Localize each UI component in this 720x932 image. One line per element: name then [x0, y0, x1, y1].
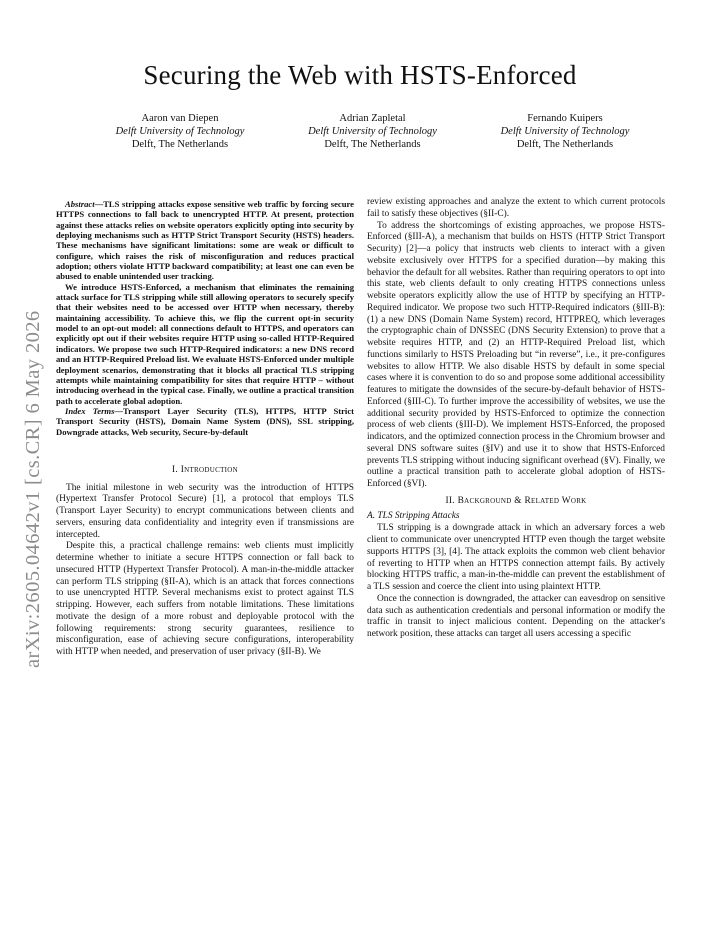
body-paragraph: review existing approaches and analyze the extent to which current protocols fail to satisfy these objectives (§II-C). — [367, 197, 665, 219]
section-heading-background: II. Background & Related Work — [445, 495, 587, 506]
author-location: Delft, The Netherlands — [516, 139, 614, 150]
author-affiliation: Delft University of Technology — [500, 126, 630, 137]
right-column — [367, 197, 665, 641]
body-paragraph: The initial milestone in web security was the introduction of HTTPS (Hypertext Transfer Protocol Secure) [1], a protocol that employs TLS (Transport Layer Security) to encrypt communications between clients and servers, ensuring data confidentiality and integrity even if transmissions are intercepted. — [56, 482, 354, 540]
abstract — [56, 199, 354, 437]
author-affiliation: Delft University of Technology — [115, 126, 245, 137]
author-affiliation: Delft University of Technology — [308, 126, 437, 137]
subsection-heading: A. TLS Stripping Attacks — [367, 510, 460, 521]
author-list — [85, 112, 660, 151]
author-location: Delft, The Netherlands — [131, 139, 229, 150]
author-name: Adrian Zapletal — [339, 113, 406, 124]
paper-title: Securing the Web with HSTS-Enforced — [143, 60, 577, 90]
abstract-label: Abstract— — [65, 199, 104, 209]
body-paragraph: TLS stripping is a downgrade attack in which an adversary forces a web client to communicate over unencrypted HTTP even though the target website supports HTTPS [3], [4]. The attack exploits the common web client behavior of reverting to HTTP when an HTTPS connection attempt fails. By actively blocking HTTPS traffic, a man-in-the-middle can prevent the establishment of a TLS session and coerce the client into using plaintext HTTP. — [367, 523, 665, 592]
body-paragraph: Once the connection is downgraded, the attacker can eavesdrop on sensitive data such as authentication credentials and personal information or modify the traffic in transit to inject malicious content. Depending on the attacker's network position, these attacks can target all users accessing a specific — [367, 593, 665, 639]
author-block — [470, 112, 660, 151]
index-terms: Transport Layer Security (TLS), HTTPS, HTTP Strict Transport Security (HSTS), Domain Name System (DNS), SSL stripping, Downgrade attacks, Web security, Secure-by-default — [56, 405, 354, 437]
author-block — [85, 112, 275, 151]
index-terms-label: Index Terms— — [65, 405, 124, 416]
body-paragraph: To address the shortcomings of existing approaches, we propose HSTS-Enforced (§III-A), a mechanism that builds on HSTS (HTTP Strict Transport Security) [2]—a policy that instructs web clients to interact with a given website exclusively over HTTPS for a specified duration—by making this behavior the default for all websites. Rather than requiring operators to opt into this state, web clients default to only creating HTTPS connections unless website operators explicitly allow the use of HTTP by specifying an HTTP-Required indicator. We propose two such HTTP-Required indicators (§III-B): (1) a new DNS (Domain Name System) record, HTTPREQ, which leverages the cryptographic chain of DNSSEC (DNS Security Extension) to prove that a website requires HTTP, and (2) an HTTP-Required Preload list, which functions similarly to HSTS Preloading but “in reverse”, i.e., it pre-configures websites to allow HTTP. We also disable HSTS by default in some special cases where it is convention to do so and propose some additional accessibility features to mitigate the downsides of the secure-by-default behavior of HSTS-Enforced (§III-C). To further improve the accessibility of websites, we use the additional security provided by HSTS-Enforced to optimize the connection process of web clients (§III-D). We implement HSTS-Enforced, the proposed indicators, and the optimized connection process in the Chromium browser and several DNS software suites (§IV) and use it to show that HSTS-Enforced prevents TLS stripping without inducing significant overhead (§V). Finally, we outline a practical transition path to accelerate global adoption of HSTS-Enforced (§VI). — [367, 220, 665, 489]
section-heading-introduction: I. Introduction — [172, 464, 238, 475]
author-name: Fernando Kuipers — [527, 113, 603, 124]
author-name: Aaron van Diepen — [141, 113, 219, 124]
body-paragraph: Despite this, a practical challenge remains: web clients must implicitly determine whether to initiate a secure HTTPS connection or fall back to unsecured HTTP (Hypertext Transfer Protocol). A man-in-the-middle attacker can perform TLS stripping (§II-A), which is an attack that forces connections to use unencrypted HTTP. Several mechanisms exist to protect against TLS stripping. However, each suffers from notable limitations. These limitations motivate the design of a more robust and deployable protocol with the following requirements: strong security guarantees, resilience to misconfiguration, ease of achieving secure configurations, interoperability with HTTP when needed, and preservation of user privacy (§II-B). We — [56, 541, 354, 658]
abstract-paragraph: TLS stripping attacks expose sensitive web traffic by forcing secure HTTPS connections to fall back to unencrypted HTTP. At present, protection against these attacks relies on website operators explicitly opting into security by deploying mechanisms such as HTTP Strict Transport Security (HSTS) headers. These mechanisms have significant limitations: some are weak or difficult to configure, which raises the risk of misconfiguration and reduces practical adoption; others violate HTTP backward compatibility; at least one can even be abused to enable unintended user tracking. — [56, 199, 354, 282]
author-block — [278, 112, 468, 151]
left-column — [56, 199, 354, 659]
abstract-paragraph: We introduce HSTS-Enforced, a mechanism that eliminates the remaining attack surface for TLS stripping while still allowing operators to securely specify that their websites need to be accessed over HTTP when necessary, thereby maintaining accessibility. To achieve this, we flip the current opt-in security model to an opt-out model: all connections default to HTTPS, and operators can explicitly opt out if their websites require HTTP using so-called HTTP-Required indicators. We propose two such HTTP-Required indicators: a new DNS record and an HTTP-Required Preload list. We evaluate HSTS-Enforced under multiple deployment scenarios, demonstrating that it blocks all practical TLS stripping attempts while maintaining compatibility for sites that require HTTP – without introducing overhead in the typical case. Finally, we outline a practical transition path to accelerate global adoption. — [56, 281, 354, 406]
arxiv-stamp: arXiv:2605.04642v1 [cs.CR] 6 May 2026 — [22, 310, 44, 668]
author-location: Delft, The Netherlands — [324, 139, 421, 150]
